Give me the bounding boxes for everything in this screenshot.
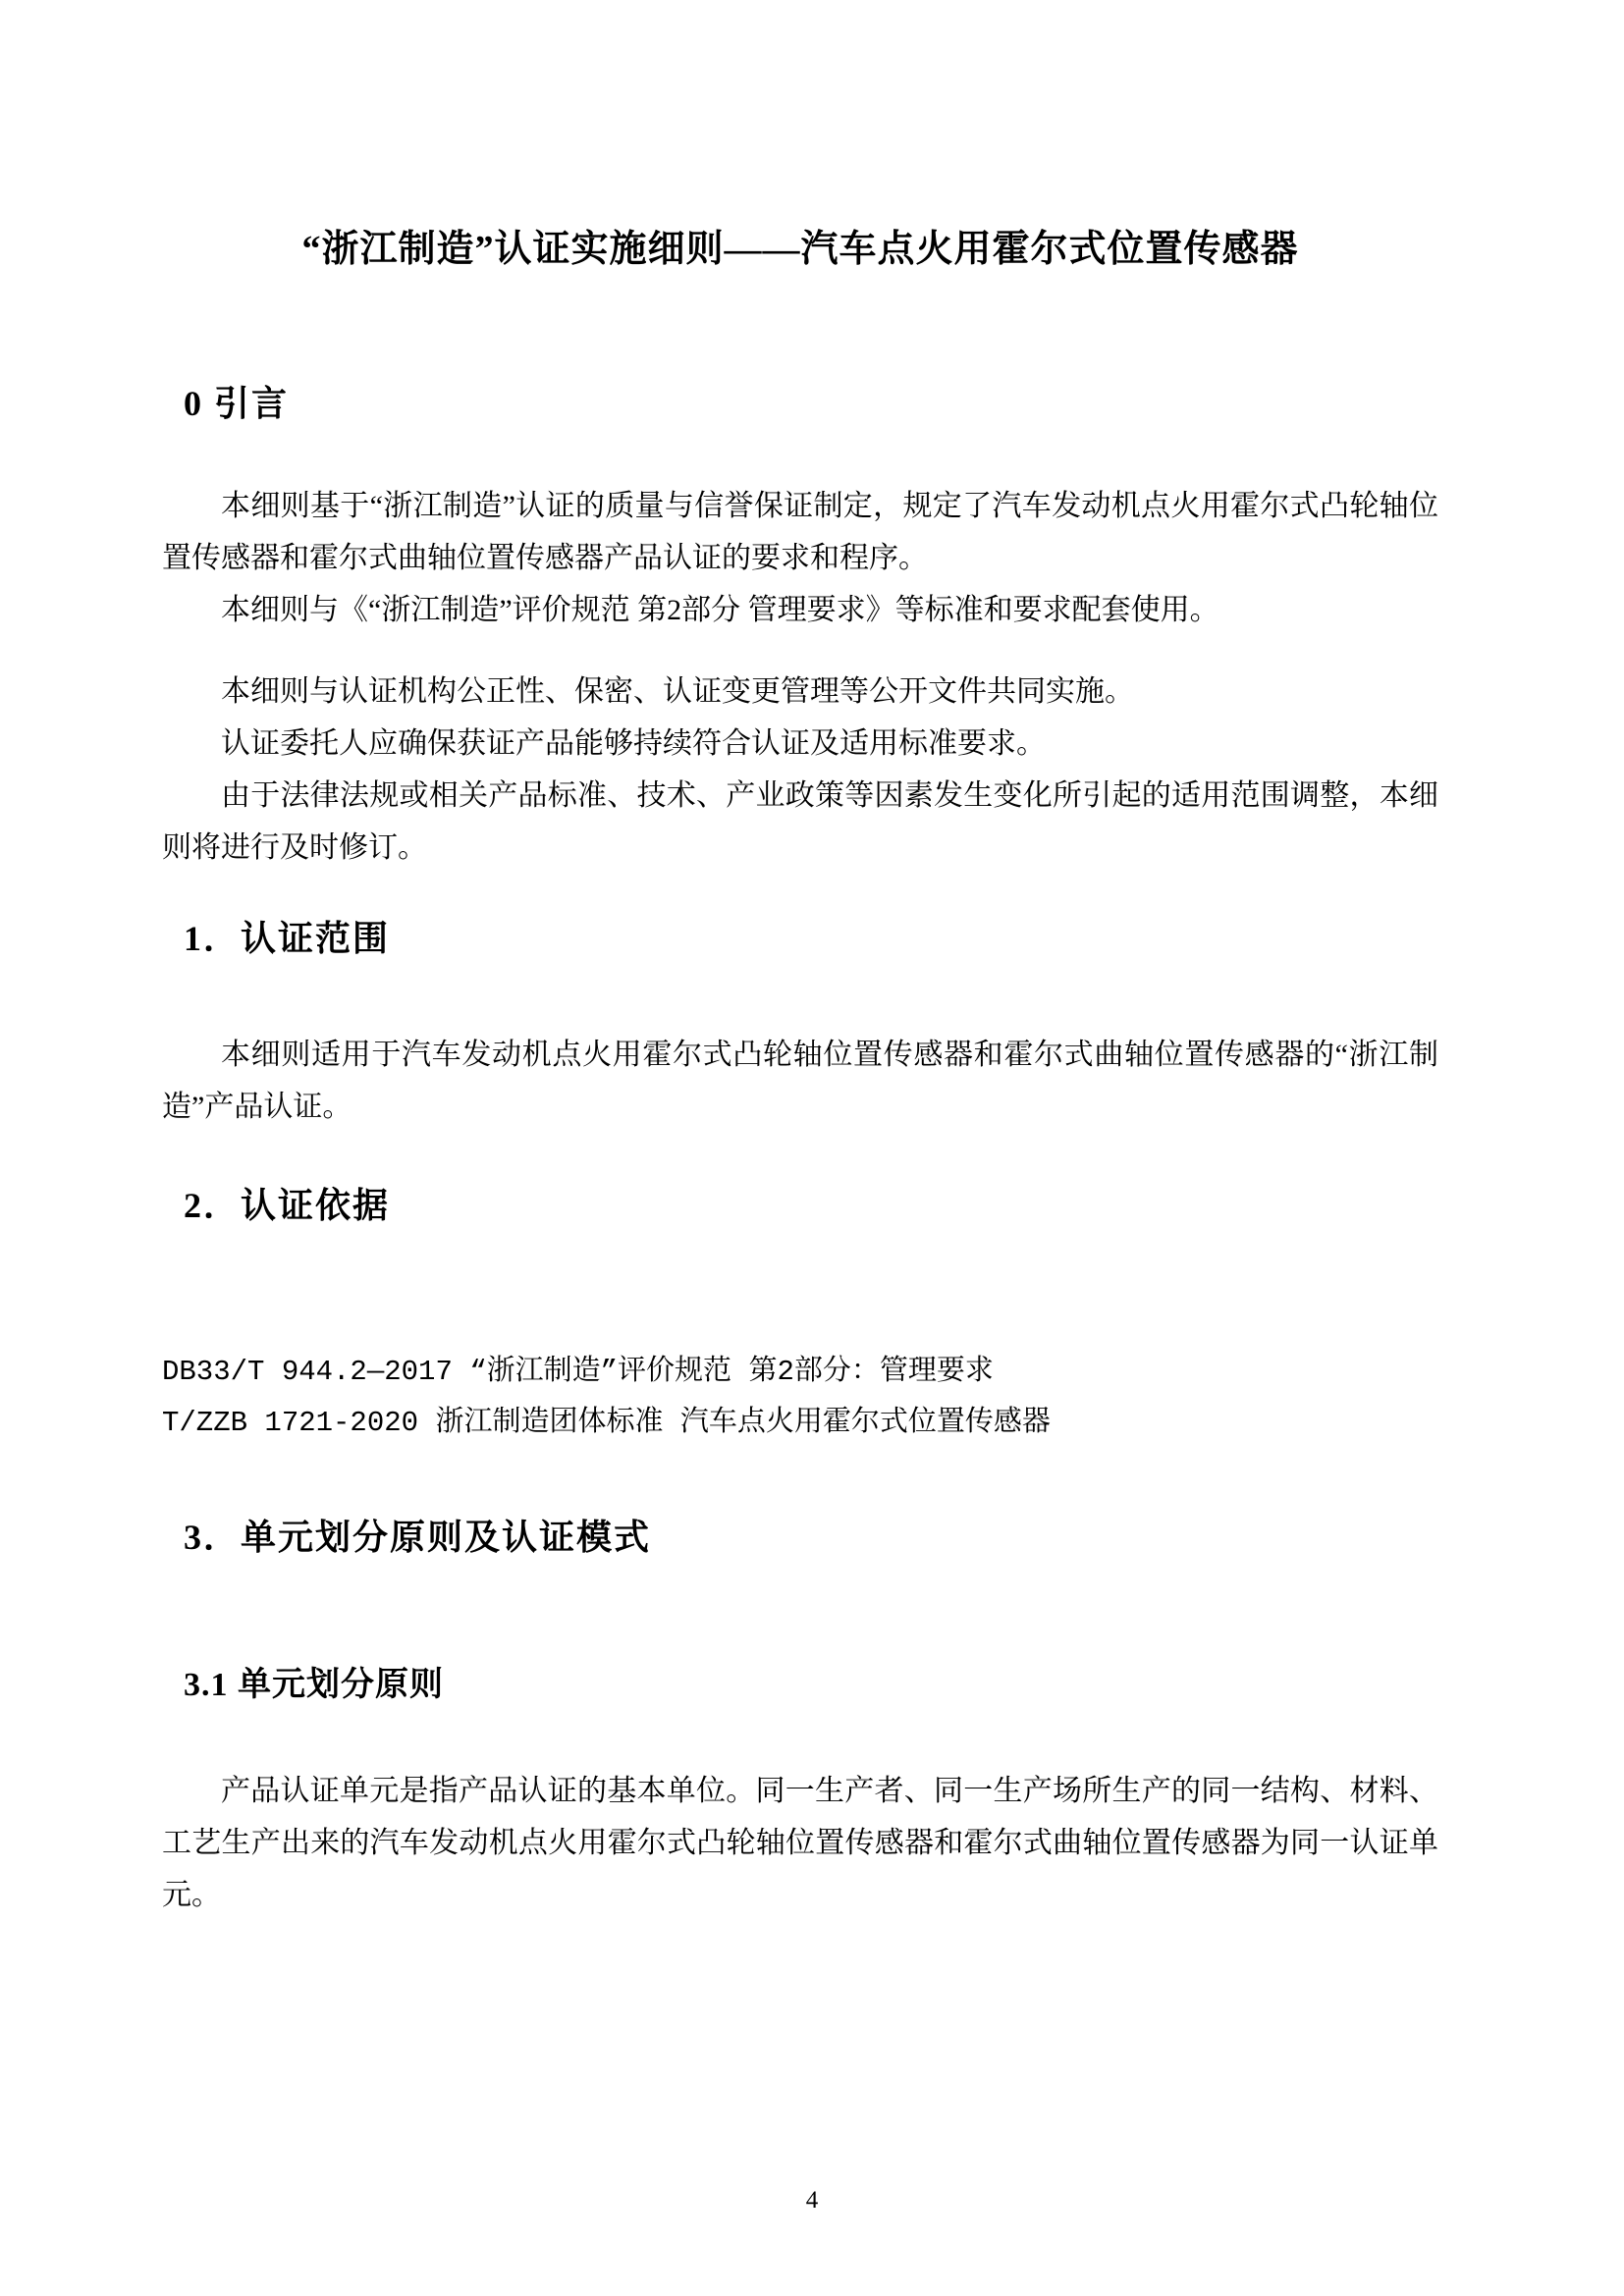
introduction-paragraph-group-2: [162, 666, 1438, 874]
section-heading-unit-division: 3．单元划分原则及认证模式: [184, 1518, 652, 1557]
introduction-paragraph-group-1: [162, 480, 1438, 636]
intro-paragraph-basis: 本细则基于“浙江制造”认证的质量与信誉保证制定，规定了汽车发动机点火用霍尔式凸轮轴位置传感器和霍尔式曲轴位置传感器产品认证的要求和程序。: [162, 490, 1438, 574]
section-heading-certification-basis: 2．认证依据: [184, 1186, 391, 1225]
certification-scope-body: [162, 1029, 1438, 1133]
section-heading-introduction: 0 引言: [184, 384, 290, 423]
intro-paragraph-client-obligation: 认证委托人应确保获证产品能够持续符合认证及适用标准要求。: [221, 727, 1046, 760]
intro-paragraph-public-documents: 本细则与认证机构公正性、保密、认证变更管理等公开文件共同实施。: [221, 675, 1134, 708]
unit-division-paragraph: 产品认证单元是指产品认证的基本单位。同一生产者、同一生产场所生产的同一结构、材料、工艺生产出来的汽车发动机点火用霍尔式凸轮轴位置传感器和霍尔式曲轴位置传感器为同一认证单元。: [162, 1775, 1438, 1911]
certification-basis-body: [162, 1347, 1438, 1449]
section-heading-certification-scope: 1．认证范围: [184, 919, 391, 958]
standard-reference-db33: DB33/T 944.2—2017 “浙江制造”评价规范 第2部分：管理要求: [162, 1356, 994, 1388]
page-number: 4: [805, 2187, 819, 2214]
scope-paragraph: 本细则适用于汽车发动机点火用霍尔式凸轮轴位置传感器和霍尔式曲轴位置传感器的“浙江制造”产品认证。: [162, 1039, 1438, 1123]
document-title: “浙江制造”认证实施细则——汽车点火用霍尔式位置传感器: [301, 229, 1299, 270]
intro-paragraph-companion-standards: 本细则与《“浙江制造”评价规范 第2部分 管理要求》等标准和要求配套使用。: [221, 594, 1219, 626]
unit-division-body: [162, 1765, 1438, 1921]
standard-reference-tzzb: T/ZZB 1721-2020 浙江制造团体标准 汽车点火用霍尔式位置传感器: [162, 1407, 1051, 1439]
subsection-heading-unit-division-principle: 3.1 单元划分原则: [184, 1667, 444, 1703]
intro-paragraph-revision: 由于法律法规或相关产品标准、技术、产业政策等因素发生变化所引起的适用范围调整，本细则将进行及时修订。: [162, 779, 1438, 864]
